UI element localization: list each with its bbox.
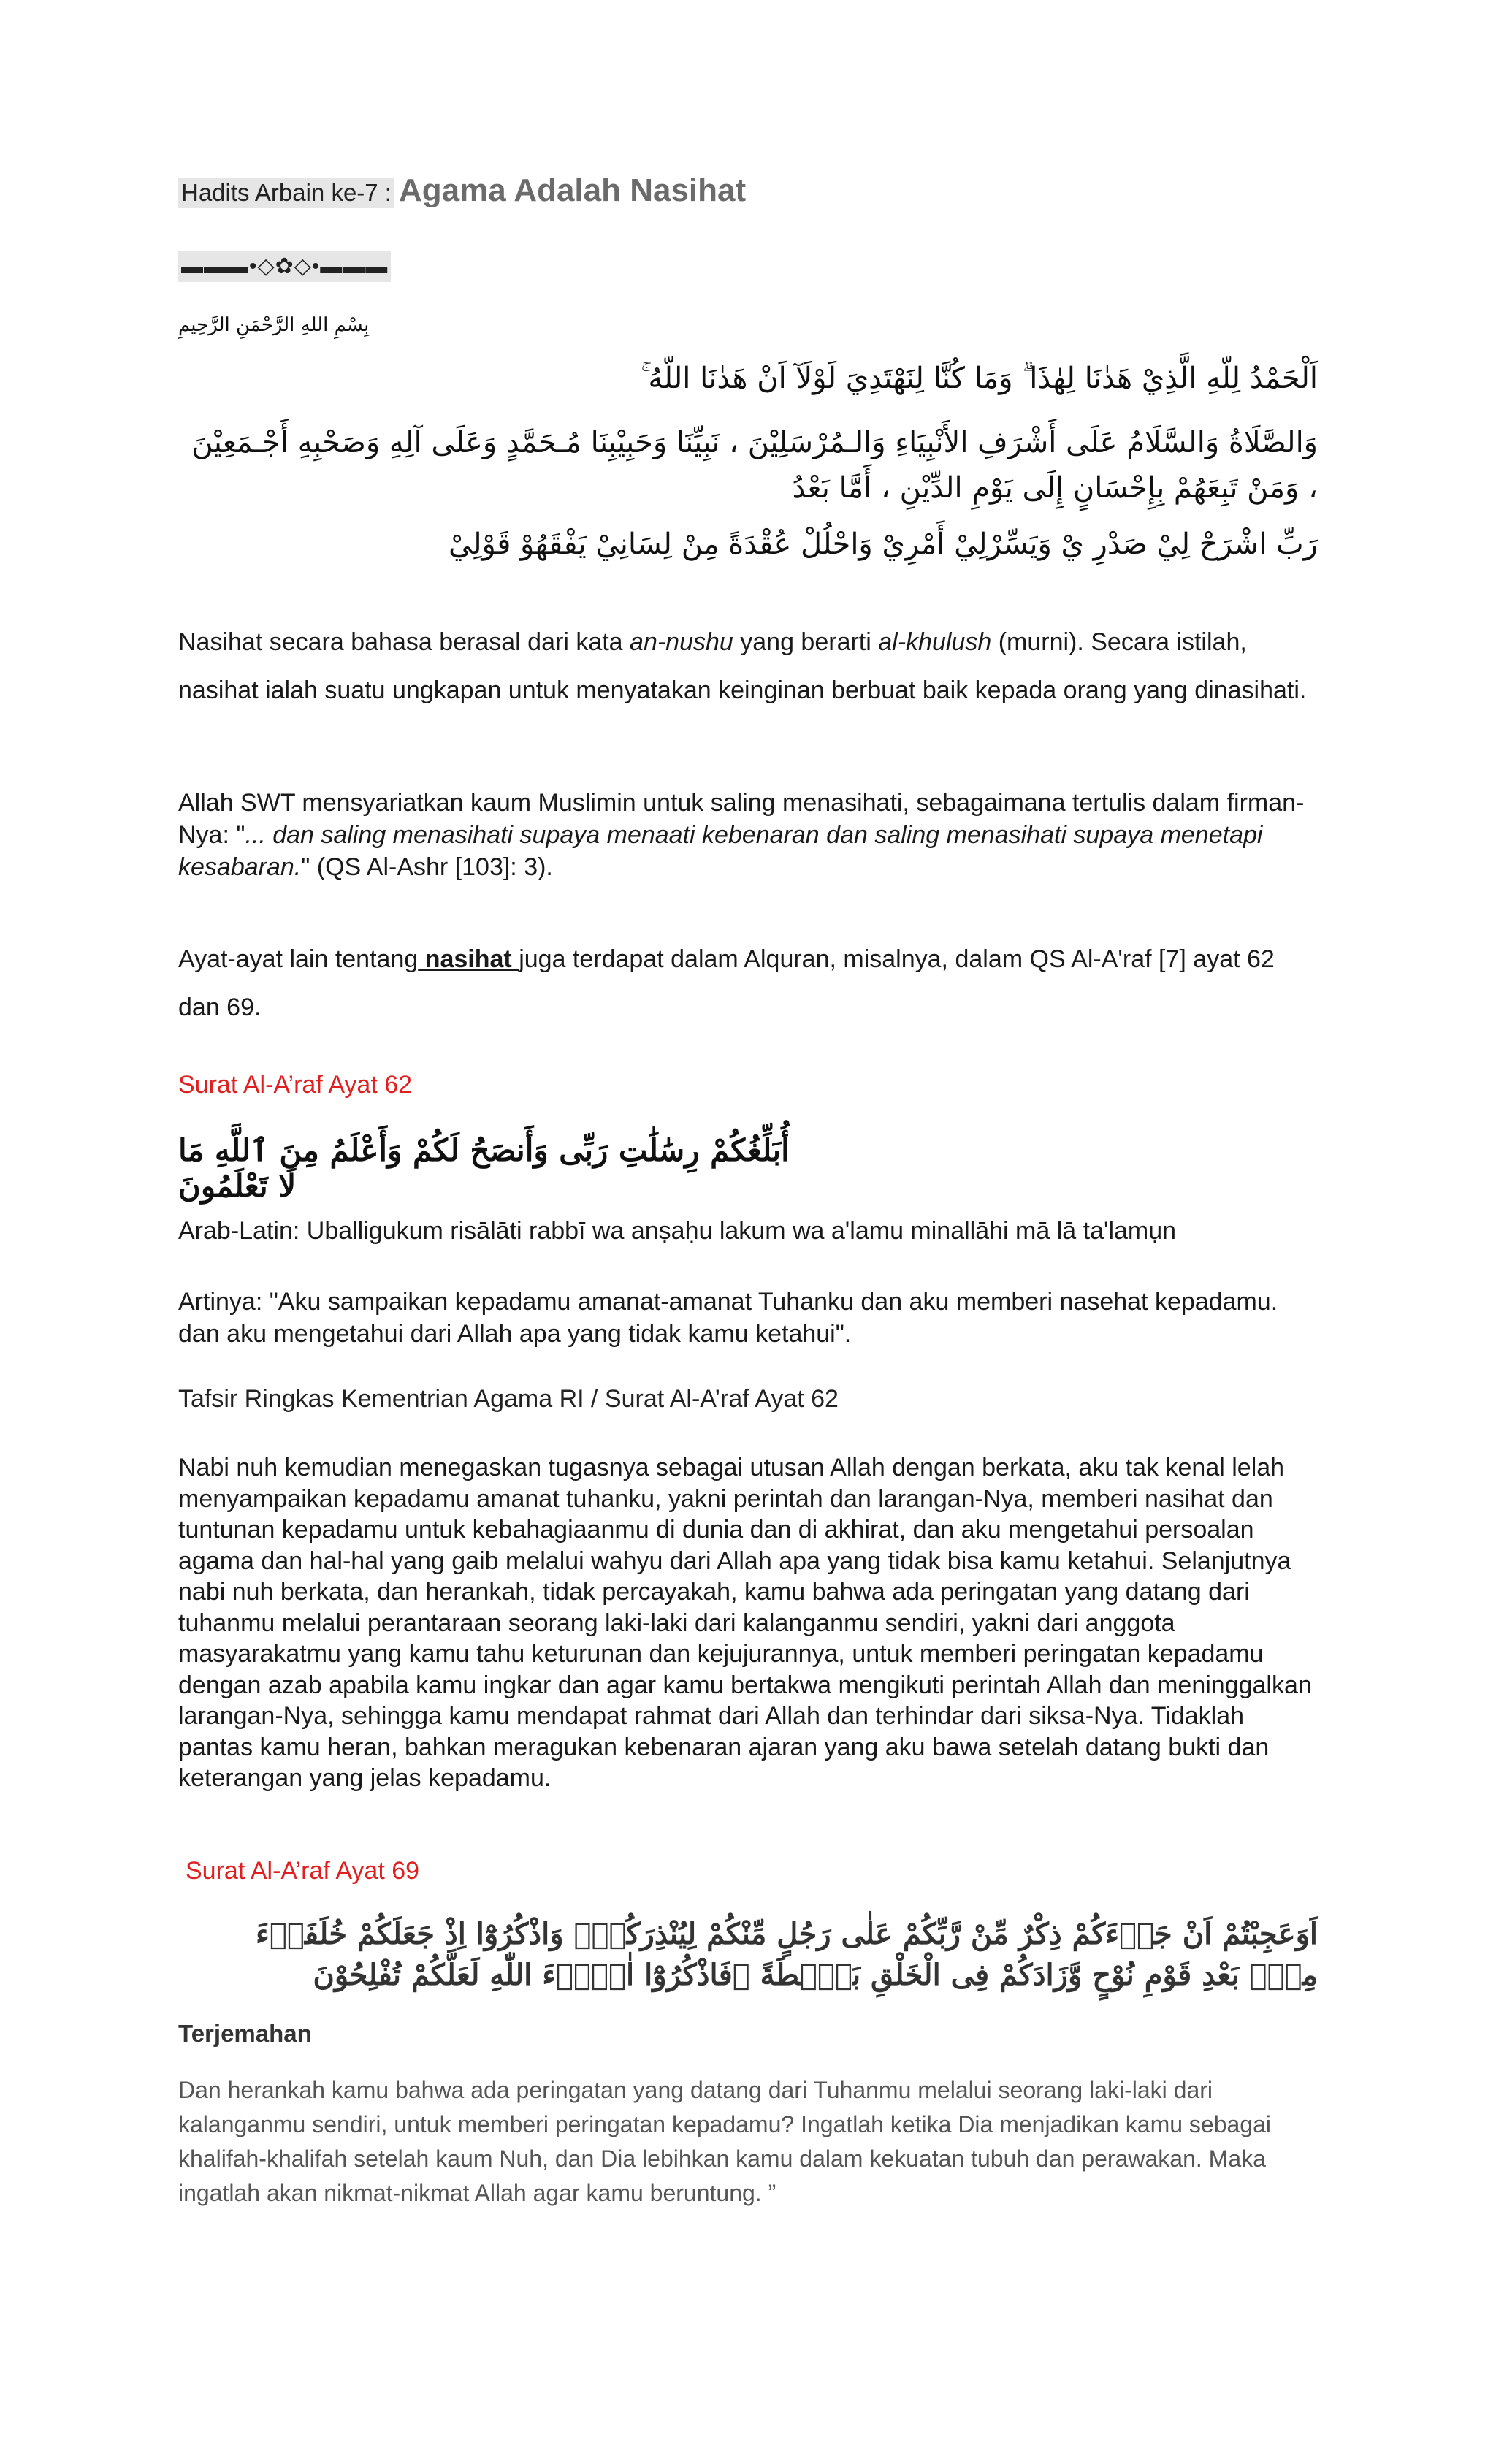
ayat-62-latin: Arab-Latin: Uballigukum risālāti rabbī wa anṣaḥu lakum wa a'lamu minallāhi mā lā ta'lamụn xyxy=(178,1217,1177,1245)
paragraph-other-verses xyxy=(178,935,1318,1031)
quote-text: ... dan saling menasihati supaya menaati kebenaran dan saling menasihati supaya menetapi kesabaran. xyxy=(178,821,1263,881)
title-main: Agama Adalah Nasihat xyxy=(398,172,747,208)
terjemahan-heading: Terjemahan xyxy=(178,2020,312,2047)
terjemahan-text: Dan herankah kamu bahwa ada peringatan yang datang dari Tuhanmu melalui seorang laki-laki dari kalanganmu sendiri, untuk memberi peringatan kepadamu? Ingatlah ketika Dia menjadikan kamu sebagai khalifah-khalifah setelah kaum Nuh, dan Dia lebihkan kamu dalam kekuatan tubuh dan perawakan. Maka ingatlah akan nikmat-nikmat Allah agar kamu beruntung. ” xyxy=(178,2077,1271,2206)
text: (murni). Secara istilah, nasihat ialah suatu ungkapan untuk menyatakan keinginan berbuat baik kepada orang yang dinasihati. xyxy=(178,628,1307,704)
ayat-69-arabic: اَوَعَجِبْتُمْ اَنْ جَاۤءَكُمْ ذِكْرٌ مِّنْ رَّبِّكُمْ عَلٰى رَجُلٍ مِّنْكُمْ لِيُنْذِرَكُمْۗ وَاذْكُرُوْٓا اِذْ جَعَلَكُمْ خُلَفَاۤءَ مِنْۢ بَعْدِ قَوْمِ نُوْحٍ وَّزَادَكُمْ فِى الْخَلْقِ بَصْۣطَةً ۚفَاذْكُرُوْٓا اٰلَاۤءَ اللّٰهِ لَعَلَّكُمْ تُفْلِحُوْنَ xyxy=(256,1917,1318,1992)
page-title xyxy=(178,172,746,209)
ornament-divider: ▬▬▬•◇✿◇•▬▬▬ xyxy=(178,251,391,282)
basmalah: بِسْمِ اللهِ الرَّحْمَنِ الرَّحِيمِ xyxy=(178,314,370,336)
arabic-intro-line-1: اَلْحَمْدُ لِلّهِ الَّذِيْ هَدٰنَا لِهٰذَا ۗ وَمَا كُنَّا لِنَهْتَدِيَ لَوْلَآ اَنْ هَدٰنَا اللّهُ ۚ xyxy=(641,362,1318,395)
ayat-62-artinya: Artinya: "Aku sampaikan kepadamu amanat-amanat Tuhanku dan aku memberi nasehat kepadamu. dan aku mengetahui dari Allah apa yang tidak kamu ketahui". xyxy=(178,1288,1278,1348)
text: Nasihat secara bahasa berasal dari kata xyxy=(178,628,630,656)
nasihat-link[interactable]: nasihat xyxy=(418,945,519,973)
tafsir-heading: Tafsir Ringkas Kementrian Agama RI / Surat Al-A’raf Ayat 62 xyxy=(178,1385,839,1413)
term-an-nushu: an-nushu xyxy=(630,628,733,656)
text: juga terdapat dalam Alquran, misalnya, dalam QS Al-A'raf [7] ayat 62 dan 69. xyxy=(178,945,1275,1021)
paragraph-definition xyxy=(178,618,1318,714)
text: yang berarti xyxy=(733,628,879,656)
arabic-intro-line-2: وَالصَّلَاةُ وَالسَّلَامُ عَلَى أَشْرَفِ الأَنْبِيَاءِ وَالـمُرْسَلِيْنَ ، نَبِيِّنَا وَحَبِيْبِنَا مُـحَمَّدٍ وَعَلَى آلِهِ وَصَحْبِهِ أَجْـمَعِيْنَ ، وَمَنْ تَبِعَهُمْ بِإِحْسَانٍ إِلَى يَوْمِ الدِّيْنِ ، أَمَّا بَعْدُ xyxy=(191,426,1318,505)
paragraph-quran-quote xyxy=(178,787,1318,883)
arabic-intro-line-3: رَبِّ اشْرَحْ لِيْ صَدْرِ يْ وَيَسِّرْلِيْ أَمْرِيْ وَاحْلُلْ عُقْدَةً مِنْ لِسَانِيْ يَفْقَهُوْ قَوْلِيْ xyxy=(449,527,1318,561)
title-prefix: Hadits Arbain ke-7 : xyxy=(178,178,394,208)
text: Allah SWT mensyariatkan kaum Muslimin untuk saling menasihati, sebagaimana tertulis dalam firman-Nya: " xyxy=(178,789,1305,849)
ayat-62-heading: Surat Al-A’raf Ayat 62 xyxy=(178,1071,413,1099)
text: " (QS Al-Ashr [103]: 3). xyxy=(301,853,553,881)
ayat-62-arabic: أُبَلِّغُكُمْ رِسَٰلَٰتِ رَبِّى وَأَنصَحُ لَكُمْ وَأَعْلَمُ مِنَ ٱللَّهِ مَا لَا تَعْلَمُونَ xyxy=(178,1132,790,1204)
ayat-69-heading: Surat Al-A’raf Ayat 69 xyxy=(186,1857,420,1885)
text: Ayat-ayat lain tentang xyxy=(178,945,419,973)
term-al-khulush: al-khulush xyxy=(878,628,992,656)
tafsir-text: Nabi nuh kemudian menegaskan tugasnya sebagai utusan Allah dengan berkata, aku tak kenal lelah menyampaikan kepadamu amanat tuhanku, yakni perintah dan larangan-Nya, memberi nasihat dan tuntunan kepadamu untuk kebahagiaanmu di dunia dan di akhirat, dan aku mengetahui persoalan agama dan hal-hal yang gaib melalui wahyu dari Allah apa yang tidak bisa kamu ketahui. Selanjutnya nabi nuh berkata, dan herankah, tidak percayakah, kamu bahwa ada peringatan yang datang dari tuhanmu melalui perantaraan seorang laki-laki dari kalanganmu sendiri, yakni dari anggota masyarakatmu yang kamu tahu keturunan dan kejujurannya, untuk memberi peringatan kepadamu dengan azab apabila kamu ingkar dan agar kamu bertakwa mengikuti perintah Allah dan meninggalkan larangan-Nya, sehingga kamu mendapat rahmat dari Allah dan terhindar dari siksa-Nya. Tidaklah pantas kamu heran, bahkan meragukan kebenaran ajaran yang aku bawa setelah datang bukti dan keterangan yang jelas kepadamu. xyxy=(178,1454,1312,1792)
